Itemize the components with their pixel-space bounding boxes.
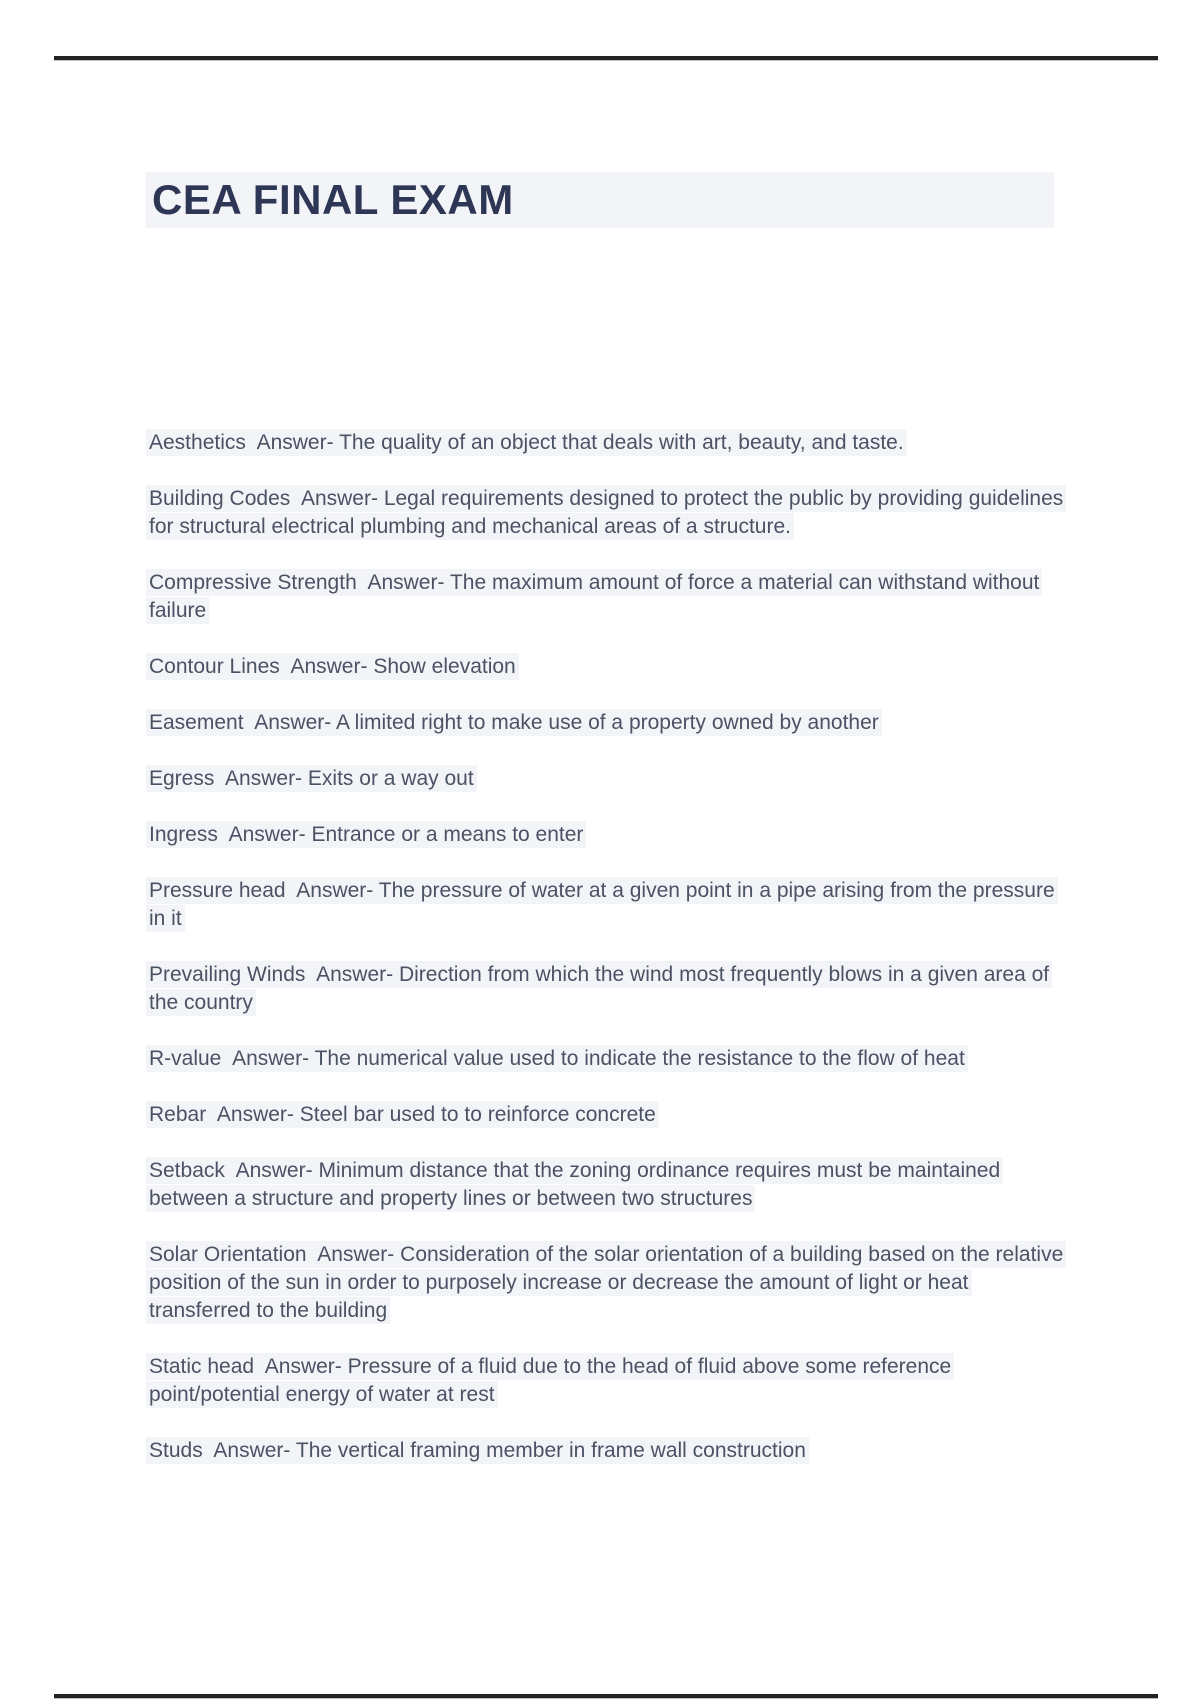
term-text: Building Codes: [149, 487, 291, 510]
answer-label: Answer-: [235, 1159, 313, 1182]
qa-item: [146, 877, 1074, 933]
qa-item-highlight: [146, 765, 477, 792]
definition-text: Show elevation: [373, 655, 516, 678]
answer-label: Answer-: [213, 1439, 291, 1462]
qa-item: [146, 569, 1074, 625]
answer-label: Answer-: [256, 431, 334, 454]
qa-item: [146, 709, 1074, 737]
answer-label: Answer-: [228, 823, 306, 846]
term-text: Prevailing Winds: [149, 963, 306, 986]
term-text: Aesthetics: [149, 431, 246, 454]
term-text: Solar Orientation: [149, 1243, 307, 1266]
qa-item: [146, 653, 1074, 681]
definition-text: A limited right to make use of a property owned by another: [335, 711, 879, 734]
qa-item-highlight: [146, 709, 882, 736]
answer-label: Answer-: [216, 1103, 294, 1126]
qa-item: [146, 821, 1074, 849]
answer-label: Answer-: [254, 711, 332, 734]
qa-item-highlight: [146, 1045, 968, 1072]
answer-label: Answer-: [317, 1243, 395, 1266]
definition-text: The pressure of water at a given point in a pipe arising from the pressure in it: [149, 879, 1055, 930]
definition-text: The maximum amount of force a material can withstand without failure: [149, 571, 1040, 622]
qa-item: [146, 1437, 1074, 1465]
definition-text: The quality of an object that deals with art, beauty, and taste.: [339, 431, 904, 454]
qa-item-highlight: [146, 821, 586, 848]
term-text: Easement: [149, 711, 244, 734]
term-text: Pressure head: [149, 879, 286, 902]
answer-label: Answer-: [264, 1355, 342, 1378]
answer-label: Answer-: [290, 655, 368, 678]
definition-text: Pressure of a fluid due to the head of fluid above some reference point/potential energy of water at rest: [149, 1355, 952, 1406]
page-title-highlight: [145, 172, 1054, 228]
qa-item-highlight: [146, 961, 1052, 1016]
qa-item: [146, 1157, 1074, 1213]
qa-item-highlight: [146, 1353, 954, 1408]
term-text: Compressive Strength: [149, 571, 357, 594]
term-text: Rebar: [149, 1103, 207, 1126]
term-text: Egress: [149, 767, 215, 790]
term-text: Contour Lines: [149, 655, 280, 678]
answer-label: Answer-: [300, 487, 378, 510]
definition-text: Direction from which the wind most frequently blows in a given area of the country: [149, 963, 1050, 1014]
page-title: CEA FINAL EXAM: [152, 176, 514, 223]
answer-label: Answer-: [225, 767, 303, 790]
qa-item: [146, 485, 1074, 541]
qa-item: [146, 765, 1074, 793]
qa-item-highlight: [146, 1157, 1003, 1212]
definition-text: Entrance or a means to enter: [311, 823, 584, 846]
definition-text: Steel bar used to to reinforce concrete: [299, 1103, 656, 1126]
qa-item-highlight: [146, 1101, 659, 1128]
definition-text: Exits or a way out: [307, 767, 474, 790]
footer-rule: [54, 1694, 1158, 1698]
answer-label: Answer-: [296, 879, 374, 902]
term-text: Static head: [149, 1355, 255, 1378]
qa-item-highlight: [146, 653, 519, 680]
qa-item: [146, 429, 1074, 457]
qa-item-highlight: [146, 569, 1042, 624]
header-rule: [54, 56, 1158, 60]
qa-item-highlight: [146, 1437, 809, 1464]
qa-item-highlight: [146, 429, 907, 456]
qa-item: [146, 961, 1074, 1017]
definition-text: The vertical framing member in frame wall construction: [295, 1439, 806, 1462]
definition-text: The numerical value used to indicate the resistance to the flow of heat: [314, 1047, 965, 1070]
qa-list: [146, 429, 1074, 1493]
qa-item: [146, 1353, 1074, 1409]
qa-item: [146, 1101, 1074, 1129]
term-text: Setback: [149, 1159, 225, 1182]
answer-label: Answer-: [232, 1047, 310, 1070]
qa-item-highlight: [146, 1241, 1066, 1324]
definition-text: Legal requirements designed to protect the public by providing guidelines for structural electrical plumbing and mechanical areas of a structure.: [149, 487, 1064, 538]
qa-item-highlight: [146, 485, 1066, 540]
term-text: R-value: [149, 1047, 222, 1070]
answer-label: Answer-: [316, 963, 394, 986]
definition-text: Minimum distance that the zoning ordinance requires must be maintained between a structure and property lines or between two structures: [149, 1159, 1001, 1210]
term-text: Studs: [149, 1439, 203, 1462]
definition-text: Consideration of the solar orientation of a building based on the relative position of the sun in order to purposely increase or decrease the amount of light or heat transferred to the building: [149, 1243, 1064, 1322]
qa-item: [146, 1241, 1074, 1325]
qa-item: [146, 1045, 1074, 1073]
qa-item-highlight: [146, 877, 1058, 932]
term-text: Ingress: [149, 823, 218, 846]
answer-label: Answer-: [367, 571, 445, 594]
